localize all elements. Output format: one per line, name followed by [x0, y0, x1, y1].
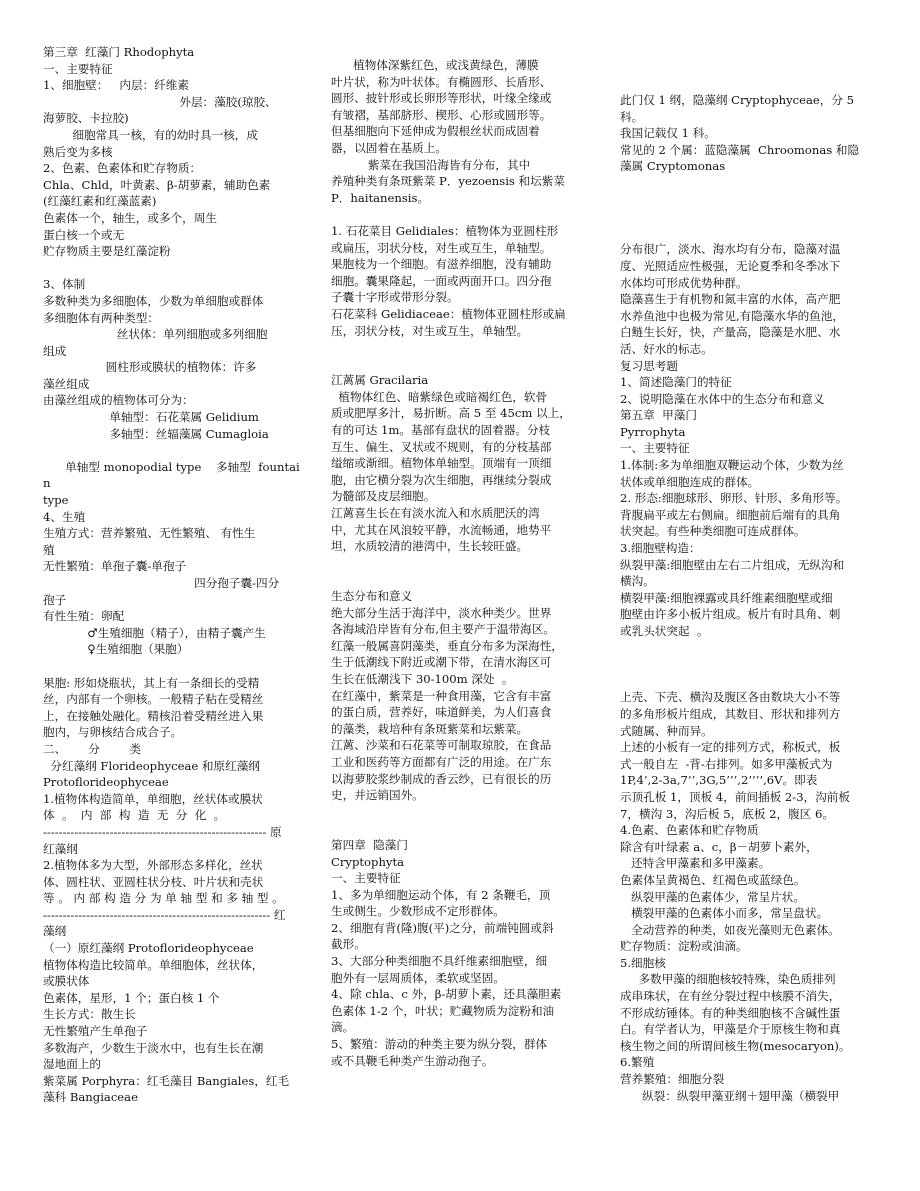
column-left [43, 44, 301, 1106]
text-line: ♀生殖细胞（果胞） [43, 642, 189, 657]
text-line: 养殖种类有条斑紫菜 P．yezoensis 和坛紫菜 [331, 174, 565, 189]
text-line: 横沟。 [620, 574, 655, 589]
text-line: 熟后变为多核 [43, 144, 113, 159]
text-line: 红藻一般属喜阴藻类，垂直分布多为深海性， [331, 638, 563, 653]
text-line: 核生物之间的所谓间核生物(mesocaryon)。 [620, 1038, 851, 1053]
text-line: 上壳、下壳、横沟及腹区各由数块大小不等 [620, 690, 841, 705]
text-line: 子囊十字形或带形分裂。 [331, 290, 459, 305]
text-line: 藻科 Bangiaceae [43, 1090, 138, 1105]
text-line: 等 。 内 部 构 造 分 为 单 轴 型 和 多 轴 型 。 [43, 891, 284, 906]
text-line: 1P,4’,2-3a,7’’,3G,5’’’,2’’’’,6V。即表 [620, 773, 818, 788]
text-line: 生殖方式：营养繁殖、无性繁殖、 有性生 [43, 526, 256, 541]
text-line: ♂生殖细胞（精子），由精子囊产生 [43, 625, 266, 640]
text-line: 的多角形板片组成，其数目、形状和排列方 [620, 706, 841, 721]
text-line: 石花菜科 Gelidiaceae：植物体亚圆柱形或扁 [331, 306, 566, 321]
text-line: 胞外有一层周质体，柔软或坚固。 [331, 970, 505, 985]
text-line: 色素体 1-2 个，叶状；贮藏物质为淀粉和油 [331, 1003, 555, 1018]
text-line: 1. 石花菜目 Gelidiales：植物体为亚圆柱形 [331, 223, 559, 238]
text-line: 此门仅 1 纲，隐藻纲 Cryptophyceae，分 5 科。 [620, 93, 858, 124]
text-line: 水养鱼池中也极为常见,有隐藻水华的鱼池， [620, 308, 844, 323]
text-line: 蛋白核一个或无 [43, 227, 125, 242]
text-line: 3.细胞壁构造： [620, 541, 701, 556]
text-line: 生长在低潮浅下 30-100m 深处 。 [331, 671, 514, 686]
text-line: 植物体红色、暗紫绿色或暗褐红色，软骨 [331, 389, 548, 404]
text-line: 3、体制 [43, 277, 86, 292]
text-line: Cryptophyta [331, 854, 405, 869]
text-line: （一）原红藻纲 Protoflorideophyceae [43, 941, 254, 956]
text-line: 缢缩或渐细。植物体单轴型。顶端有一顶细 [331, 456, 552, 471]
text-line: 在红藻中，紫菜是一种食用藻，它含有丰富 [331, 688, 552, 703]
text-line: Protoflorideophyceae [43, 775, 169, 790]
text-line: 工业和医药等方面都有广泛的用途。在广东 [331, 754, 552, 769]
text-line: 细胞。囊果隆起，一面或两面开口。四分孢 [331, 273, 552, 288]
text-line: 丝状体：单列细胞或多列细胞 [43, 327, 268, 342]
text-line: 海萝胶、卡拉胶) [43, 111, 129, 126]
text-line: 体、圆柱状、亚圆柱状分枝、叶片状和壳状 [43, 874, 264, 889]
text-line [331, 571, 591, 588]
text-line: 6.繁殖 [620, 1055, 655, 1070]
text-line: 滴。 [331, 1020, 355, 1035]
text-line: 的藻类，栽培种有条斑紫菜和坛紫菜。 [331, 721, 529, 736]
text-line: 中，尤其在风浪较平静，水流畅通，地势平 [331, 522, 552, 537]
text-line: 上，在接触处融化。精核沿着受精丝进入果 [43, 708, 264, 723]
text-line: 江蓠、沙菜和石花菜等可制取琼胶，在食品 [331, 738, 552, 753]
text-line: 营养繁殖：细胞分裂 [620, 1072, 725, 1087]
text-line: 1、简述隐藻门的特征 [620, 375, 732, 390]
text-line: 色素体一个，轴生，或多个，周生 [43, 210, 217, 225]
text-line: 示顶孔板 1，顶板 4，前间插板 2-3，沟前板 [620, 789, 850, 804]
text-line [620, 640, 878, 657]
text-line: 或扁压，羽状分枝，对生或互生，单轴型。 [331, 240, 552, 255]
text-line: 紫菜属 Porphyra：红毛藻目 Bangiales，红毛 [43, 1073, 290, 1088]
text-line: 除含有叶绿素 a、c，β－胡萝卜素外， [620, 839, 818, 854]
text-line: 互生、偏生、叉状或不规则，有的分枝基部 [331, 439, 552, 454]
text-line [620, 656, 878, 673]
text-line: 背腹扁平或左右侧扁。细胞前后端有的具角 [620, 507, 841, 522]
text-line: P．haitanensis。 [331, 190, 430, 205]
text-line: type [43, 493, 69, 508]
text-line: 一、主要特征 [331, 871, 401, 886]
text-line: 水体均可形成优势种群。 [620, 275, 748, 290]
text-line: 果胞: 形如烧瓶状，其上有一条细长的受精 [43, 675, 260, 690]
text-line: 无性繁殖产生单孢子 [43, 1024, 148, 1039]
text-line: 四分孢子囊-四分 [43, 576, 280, 590]
text-line: 生长方式：散生长 [43, 1007, 136, 1022]
text-line: 果胞枝为一个细胞。有滋养细胞，没有辅助 [331, 257, 552, 272]
text-line: 单轴型 monopodial type 多轴型 fountain [43, 459, 300, 491]
text-line: 白。有学者认为，甲藻是介于原核生物和真 [620, 1022, 841, 1037]
text-line [43, 260, 301, 277]
text-line: 7，横沟 3，沟后板 5，底板 2，腹区 6。 [620, 806, 834, 821]
text-line: 殖 [43, 542, 55, 557]
text-line: 有皱褶，基部脐形、楔形、心形或圆形等。 [331, 107, 552, 122]
text-line: 或不具鞭毛种类产生游动孢子。 [331, 1053, 494, 1068]
text-line: 有性生殖：卵配 [43, 609, 125, 624]
text-line: 由藻丝组成的植物体可分为： [43, 393, 194, 408]
text-line: 3、大部分种类细胞不具纤维素细胞壁，细 [331, 954, 548, 969]
text-line: 藻属 Cryptomonas [620, 159, 726, 174]
text-line: 为髓部及皮层细胞。 [331, 489, 436, 504]
text-line: 各海域沿岸皆有分布,但主要产于温带海区。 [331, 622, 555, 637]
text-line [43, 442, 301, 459]
text-line: 2、色素、色素体和贮存物质： [43, 161, 202, 176]
text-line: 胞，由它横分裂为次生细胞，再继续分裂成 [331, 472, 552, 487]
text-line [43, 658, 301, 675]
text-line: 压，羽状分枝，对生或互生，单轴型。 [331, 323, 529, 338]
text-line: --------------------------------------------------------- 原 [43, 824, 282, 839]
text-line [620, 673, 878, 690]
text-line [331, 555, 591, 572]
text-line: 有的可达 1m。基部有盘状的固着器。分枝 [331, 423, 551, 438]
text-line: 第四章 隐藻门 [331, 837, 408, 852]
text-line: 全动营养的种类，如夜光藻则无色素体。 [620, 922, 840, 937]
text-line: 无性繁殖：单孢子囊-单孢子 [43, 559, 187, 574]
text-line: 复习思考题 [620, 358, 678, 373]
text-line: 多轴型：丝辐藻属 Cumagloia [43, 426, 269, 441]
text-line: 多数甲藻的细胞核较特殊，染色质排列 [620, 972, 836, 987]
text-line: 色素体呈黄褐色、红褐色或蓝绿色。 [620, 872, 806, 887]
text-line [620, 225, 878, 242]
text-line [331, 206, 591, 223]
text-line: 或乳头状突起 。 [620, 624, 709, 638]
text-line: 植物体构造比较简单。单细胞体，丝状体， [43, 957, 264, 972]
text-line: 江蓠属 Gracilaria [331, 373, 429, 388]
text-line: 紫菜在我国沿海皆有分布，其中 [331, 157, 531, 172]
text-line: 叶片状，称为叶状体。有椭圆形、长盾形、 [331, 74, 552, 89]
text-line: 绝大部分生活于海洋中，淡水种类少。世界 [331, 605, 552, 620]
text-line: 隐藻喜生于有机物和氮丰富的水体，高产肥 [620, 292, 841, 307]
text-line: 纵裂甲藻:细胞壁由左右二片组成，无纵沟和 [620, 557, 845, 572]
text-line: 活、好水的标志。 [620, 341, 713, 356]
text-line: 式随属、种而异。 [620, 723, 713, 738]
text-line: 白鲢生长好，快，产量高，隐藻是水肥、水 [620, 325, 841, 340]
text-line [331, 804, 591, 821]
text-line: 2、说明隐藻在水体中的生态分布和意义 [620, 391, 825, 406]
text-line: 的蛋白质，营养好，味道鲜美，为人们喜食 [331, 705, 552, 720]
text-line [331, 339, 591, 356]
text-line: 5、繁殖：游动的种类主要为纵分裂，群体 [331, 1037, 548, 1052]
text-line: 分布很广，淡水、海水均有分布，隐藻对温 [620, 242, 841, 257]
text-line: 不形成纺锤体。有的种类细胞核不含碱性蛋 [620, 1005, 841, 1020]
text-line [620, 175, 878, 192]
text-line: 常见的 2 个属：蓝隐藻属 Chroomonas 和隐 [620, 142, 860, 157]
text-line: 分红藻纲 Florideophyceae 和原红藻纲 [43, 758, 260, 773]
text-line [620, 208, 878, 225]
text-line: 截形。 [331, 937, 366, 952]
text-line: 一、主要特征 [620, 441, 690, 456]
text-line: 状体或单细胞连成的群体。 [620, 474, 760, 489]
text-line: 第五章 甲藻门 [620, 408, 697, 423]
text-line: 生于低潮线下附近或潮下带，在清水海区可 [331, 655, 552, 670]
text-line: ---------------------------------------------------------- 红 [43, 907, 286, 922]
text-line: 以海萝胶浆纱制成的香云纱，已有很长的历 [331, 771, 552, 786]
text-line: 纵裂甲藻的色素体少，常呈片状。 [620, 889, 805, 904]
text-line: 二、 分 类 [43, 741, 141, 756]
text-line: 植物体深紫红色，或浅黄绿色，薄膜 [331, 58, 539, 72]
text-line: 红藻纲 [43, 841, 78, 856]
column-middle [331, 57, 591, 1069]
text-line: 4、生殖 [43, 509, 86, 524]
text-line: 细胞常具一核，有的幼时具一核，成 [43, 127, 258, 142]
text-line: 贮存物质主要是红藻淀粉 [43, 244, 171, 259]
text-line: 生或侧生。少数形成不定形群体。 [331, 904, 505, 919]
text-line: 外层：藻胶(琼胶、 [43, 94, 277, 109]
text-line: 多细胞体有两种类型： [43, 310, 159, 325]
text-line: 圆形、披针形或长卵形等形状，叶缘全缘或 [331, 91, 552, 106]
text-line: 多数种类为多细胞体，少数为单细胞或群体 [43, 293, 264, 308]
text-line: 式一般自左 -背-右排列。如多甲藻板式为 [620, 756, 833, 771]
text-line: Chla、Chld，叶黄素、β-胡萝素，辅助色素 [43, 177, 271, 192]
text-line: 坦，水质较清的港湾中，生长较旺盛。 [331, 539, 529, 554]
text-line: 1、细胞壁： 内层：纤维素 [43, 78, 189, 93]
text-line: 上述的小板有一定的排列方式，称板式，板 [620, 740, 841, 755]
text-line: 4、除 chla、c 外，β-胡萝卜素，还具藻胆素 [331, 987, 562, 1002]
text-line: 史，并远销国外。 [331, 788, 424, 803]
text-line: 5.细胞核 [620, 955, 666, 970]
text-line: 色素体，星形，1 个；蛋白核 1 个 [43, 990, 220, 1005]
text-line: 纵裂：纵裂甲藻亚纲＋翅甲藻（横裂甲 [620, 1088, 840, 1103]
text-line: 圆柱形或膜状的植物体：许多 [43, 360, 257, 375]
text-line: 2. 形态:细胞球形、卵形、针形、多角形等。 [620, 491, 848, 506]
text-line: 单轴型：石花菜属 Gelidium [43, 410, 259, 425]
text-line: 1、多为单细胞运动个体，有 2 条鞭毛，顶 [331, 887, 551, 902]
text-line: 或膜状体 [43, 974, 90, 989]
text-line: 质或肥厚多汁，易折断。高 5 至 45cm 以上， [331, 406, 571, 421]
text-line: 多数海产，少数生于淡水中，也有生长在潮 [43, 1040, 264, 1055]
text-line: 横裂甲藻:细胞裸露或具纤维素细胞壁或细 [620, 590, 833, 605]
text-line: (红藻红素和红藻蓝素) [43, 194, 157, 209]
text-line: 我国记载仅 1 科。 [620, 126, 716, 141]
text-line: 成串珠状，在有丝分裂过程中核膜不消失， [620, 989, 841, 1004]
text-line: 度、光照适应性极强，无论夏季和冬季冰下 [620, 258, 841, 273]
text-line: 横裂甲藻的色素体小而多，常呈盘状。 [620, 906, 829, 921]
text-line: Pyrrophyta [620, 424, 686, 439]
text-line [331, 820, 591, 837]
text-line: 但基细胞向下延伸成为假根丝状而成固着 [331, 124, 540, 139]
text-line: 胞壁由许多小板片组成。板片有时具角、刺 [620, 607, 841, 622]
text-line: 一、主要特征 [43, 61, 113, 76]
text-line: 胞内，与卵核结合成合子。 [43, 725, 183, 740]
text-line: 2、细胞有背(隆)腹(平)之分，前端钝圆或斜 [331, 920, 554, 935]
text-line: 藻纲 [43, 924, 67, 939]
text-line: 生态分布和意义 [331, 589, 413, 603]
column-right [620, 92, 878, 1104]
text-line: 4.色素、色素体和贮存物质 [620, 823, 759, 838]
text-line: 丝，内部有一个卵核。一般精子粘在受精丝 [43, 692, 264, 707]
text-line: 还特含甲藻素和多甲藻素。 [620, 856, 771, 871]
text-line: 状突起。有些种类细胞可连成群体。 [620, 524, 806, 539]
text-line: 1.植物体构造简单，单细胞，丝状体或膜状 [43, 791, 263, 806]
text-line: 体 。 内 部 构 造 无 分 化 。 [43, 808, 226, 823]
text-line [331, 356, 591, 373]
text-line: 组成 [43, 343, 67, 358]
text-line: 器，以固着在基质上。 [331, 140, 447, 155]
text-line: 孢子 [43, 592, 67, 607]
text-line: 贮存物质：淀粉或油滴。 [620, 939, 748, 954]
text-line: 1.体制:多为单细胞双鞭运动个体，少数为丝 [620, 458, 844, 473]
text-line [620, 192, 878, 209]
text-line: 第三章 红藻门 Rhodophyta [43, 45, 195, 59]
text-line: 湿地面上的 [43, 1057, 101, 1072]
text-line: 江蓠喜生长在有淡水流入和水质肥沃的湾 [331, 506, 540, 521]
text-line: 2.植物体多为大型，外部形态多样化，丝状 [43, 858, 263, 873]
text-line: 藻丝组成 [43, 376, 90, 391]
